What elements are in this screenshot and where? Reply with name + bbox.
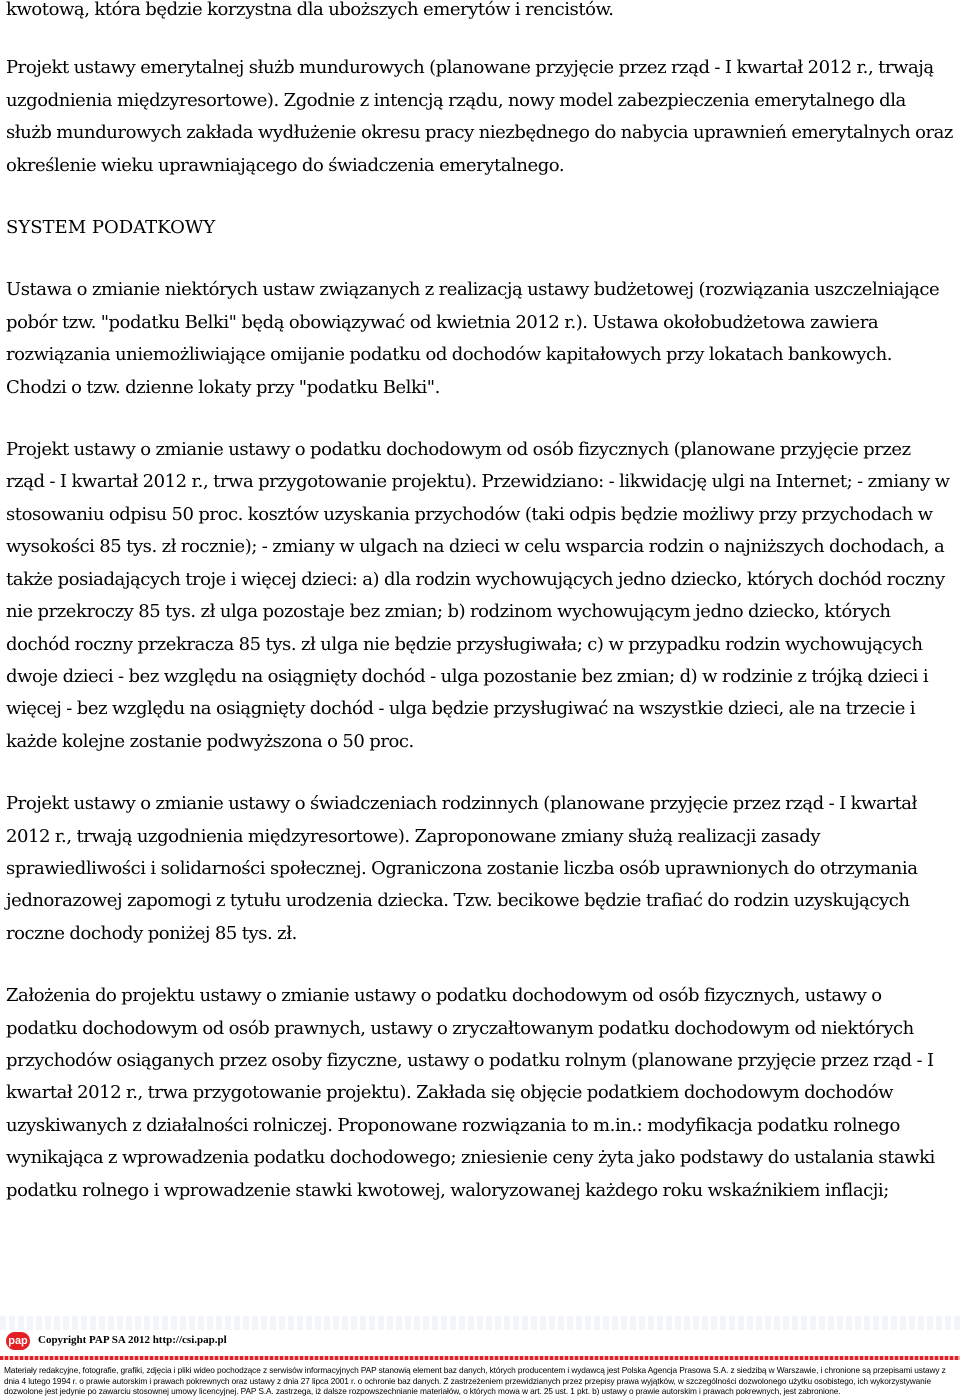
paragraph-family-benefits: Projekt ustawy o zmianie ustawy o świadczeniach rodzinnych (planowane przyjęcie przez rząd - I kwartał 2012 r., trwają uzgodnienia międzyresortowe). Zaproponowane zmiany służą realizacji zasady sprawiedliwości i solidarności społecznej. Ograniczona zostanie liczba osób uprawnionych do otrzymania jednorazowej zapomogi z tytułu urodzenia dziecka. Tzw. becikowe będzie trafiać do rodzin uzyskujących roczne dochody poniżej 85 tys. zł. — [6, 793, 918, 944]
paragraph-uniformed-services-pension: Projekt ustawy emerytalnej służb mundurowych (planowane przyjęcie przez rząd - I kwartał 2012 r., trwają uzgodnienia międzyresortowe). Zgodnie z intencją rządu, nowy model zabezpieczenia emerytalnego dla służb mundurowych zakłada wydłużenie okresu pracy niezbędnego do nabycia uprawnień emerytalnych oraz określenie wieku uprawniającego do świadczenia emerytalnego. — [6, 57, 953, 176]
section-heading-tax-system: SYSTEM PODATKOWY — [6, 217, 216, 239]
page-footer — [0, 1312, 960, 1400]
paragraph-agricultural-income-tax: Założenia do projektu ustawy o zmianie ustawy o podatku dochodowym od osób fizycznych, ustawy o podatku dochodowym od osób prawnych, ustawy o zryczałtowanym podatku dochodowym od niektórych przychodów osiąganych przez osoby fizyczne, ustawy o podatku rolnym (planowane przyjęcie przez rząd - I kwartał 2012 r., trwa przygotowanie projektu). Zakłada się objęcie podatkiem dochodowym dochodów uzyskiwanych z działalności rolniczej. Proponowane rozwiązania to m.in.: modyfikacja podatku rolnego wynikająca z wprowadzenia podatku dochodowego; zniesienie ceny żyta jako podstawy do ustalania stawki podatku rolnego i wprowadzenie stawki kwotowej, waloryzowanej każdego roku wskaźnikiem inflacji; — [6, 985, 935, 1201]
footer-divider — [0, 1356, 960, 1360]
paragraph-pension-tail: kwotową, która będzie korzystna dla uboższych emerytów i rencistów. — [6, 0, 614, 20]
paragraph-belka-tax: Ustawa o zmianie niektórych ustaw związanych z realizacją ustawy budżetowej (rozwiązania uszczelniające pobór tzw. "podatku Belki" będą obowiązywać od kwietnia 2012 r.). Ustawa okołobudżetowa zawiera rozwiązania uniemożliwiające omijanie podatku od dochodów kapitałowych przy lokatach bankowych. Chodzi o tzw. dzienne lokaty przy "podatku Belki". — [6, 279, 940, 398]
copyright-notice: Copyright PAP SA 2012 http://csi.pap.pl — [38, 1334, 227, 1346]
paragraph-personal-income-tax: Projekt ustawy o zmianie ustawy o podatku dochodowym od osób fizycznych (planowane przyjęcie przez rząd - I kwartał 2012 r., trwa przygotowanie projektu). Przewidziano: - likwidację ulgi na Internet; - zmiany w stosowaniu odpisu 50 proc. kosztów uzyskania przychodów (taki odpis będzie możliwy przy przychodach w wysokości 85 tys. zł rocznie); - zmiany w ulgach na dzieci w celu wsparcia rodzin o najniższych dochodach, a także posiadających troje i więcej dzieci: a) dla rodzin wychowujących jedno dziecko, których dochód roczny nie przekroczy 85 tys. zł ulga pozostaje bez zmian; b) rodzinom wychowującym jedno dziecko, których dochód roczny przekracza 85 tys. zł ulga nie będzie przysługiwała; c) w przypadku rodzin wychowujących dwoje dzieci - bez względu na osiągnięty dochód - ulga pozostanie bez zmian; d) w rodzinie z trójką dzieci i więcej - bez względu na osiągnięty dochód - ulga będzie przysługiwać na wszystkie dzieci, ale na trzecie i każde kolejne zostanie podwyższona o 50 proc. — [6, 439, 950, 752]
pap-logo-icon: pap — [6, 1332, 30, 1350]
footer-decorative-band — [0, 1316, 960, 1330]
legal-disclaimer: Materiały redakcyjne, fotografie, grafiki, zdjęcia i pliki wideo pochodzące z serwisów informacyjnych PAP stanowią element baz danych, których producentem i wydawcą jest Polska Agencja Prasowa S.A. z siedzibą w Warszawie, i chronione są przepisami ustawy z dnia 4 lutego 1994 r. o prawie autorskim i prawach pokrewnych oraz ustawy z dnia 27 lipca 2001 r. o ochronie baz danych. Z zastrzeżeniem przewidzianych przez przepisy prawa wyjątków, w szczególności dozwolonego użytku osobistego, ich wykorzystywanie dozwolone jest jedynie po zawarciu stosownej umowy licencyjnej. PAP S.A. zastrzega, iż dalsze rozpowszechnianie materiałów, o których mowa w art. 25 ust. 1 pkt. b) ustawy o prawie autorskim i prawach pokrewnych, jest zabronione. — [4, 1365, 946, 1397]
document-body — [6, 0, 954, 1237]
